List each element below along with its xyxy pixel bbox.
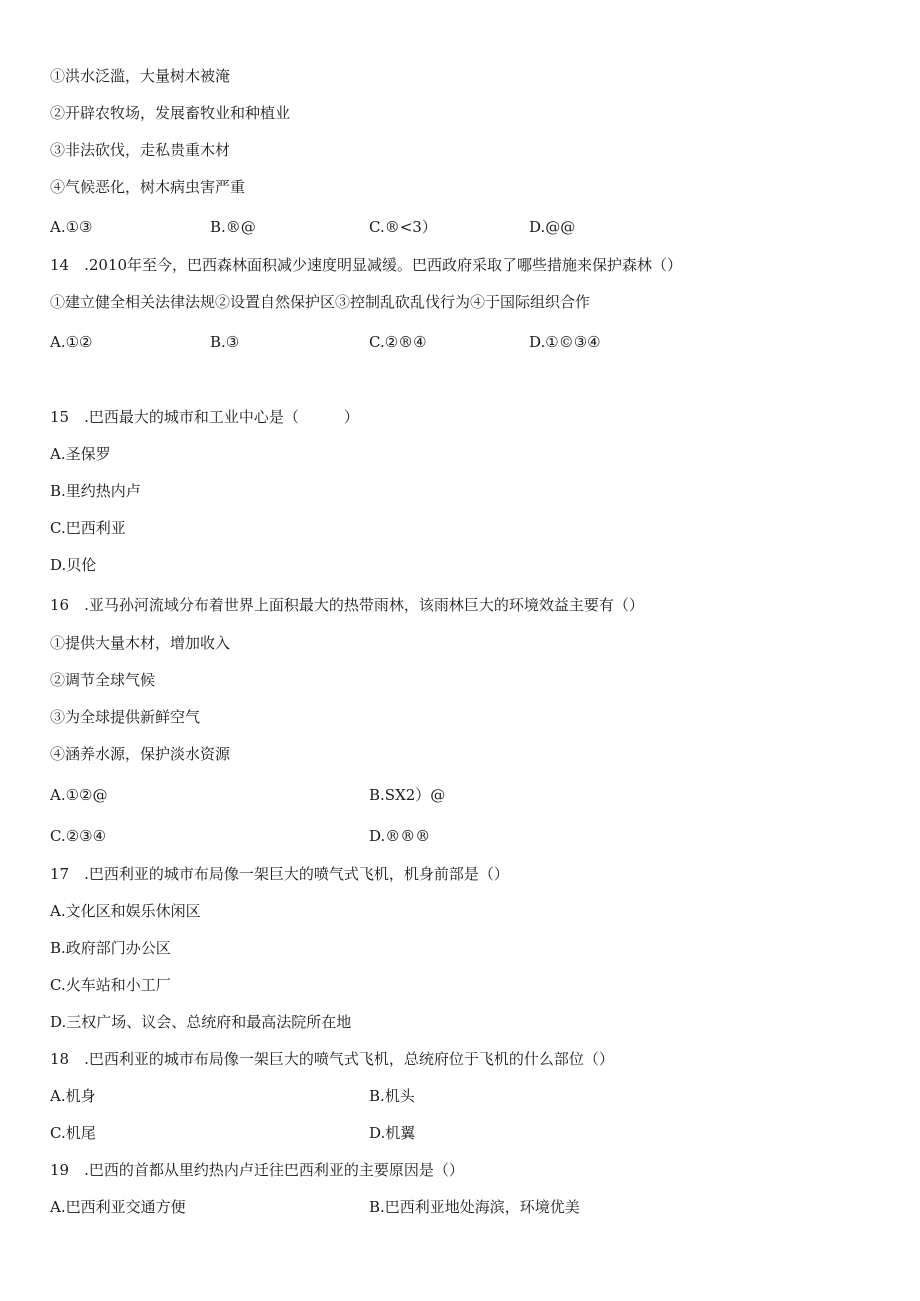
q15-option-a: A.圣保罗: [50, 445, 111, 463]
q18-option-b: B.机头: [369, 1087, 415, 1105]
q18-stem: 18 .巴西利亚的城市布局像一架巨大的喷气式飞机，总统府位于飞机的什么部位（）: [50, 1050, 614, 1068]
q16-option-c: C.②③④: [50, 827, 107, 845]
q13-statement-1: ①洪水泛滥，大量树木被淹: [50, 67, 231, 85]
q16-statement-4: ④涵养水源，保护淡水资源: [50, 745, 231, 763]
q14-option-d: D.①©③④: [529, 333, 601, 351]
q13-option-c: C.®<3）: [369, 218, 437, 236]
q13-statement-3: ③非法砍伐，走私贵重木材: [50, 141, 231, 159]
q14-stem: 14 .2010年至今，巴西森林面积减少速度明显减缓。巴西政府采取了哪些措施来保护森林（）: [50, 256, 683, 274]
q14-statements: ①建立健全相关法律法规②设置自然保护区③控制乱砍乱伐行为④于国际组织合作: [50, 293, 591, 311]
q15-option-d: D.贝伦: [50, 556, 97, 574]
q17-option-d: D.三权广场、议会、总统府和最高法院所在地: [50, 1013, 352, 1031]
q17-option-c: C.火车站和小工厂: [50, 976, 171, 994]
q16-option-d: D.®®®: [369, 827, 431, 845]
q13-statement-4: ④气候恶化，树木病虫害严重: [50, 178, 246, 196]
q17-option-a: A.文化区和娱乐休闲区: [50, 902, 201, 920]
q18-option-c: C.机尾: [50, 1124, 96, 1142]
q19-option-a: A.巴西利亚交通方便: [50, 1198, 186, 1216]
q18-option-d: D.机翼: [369, 1124, 416, 1142]
q15-option-c: C.巴西利亚: [50, 519, 126, 537]
q17-stem: 17 .巴西利亚的城市布局像一架巨大的喷气式飞机，机身前部是（）: [50, 865, 509, 883]
q13-option-a: A.①③: [50, 218, 93, 236]
q16-statement-1: ①提供大量木材，增加收入: [50, 634, 231, 652]
q16-option-b: B.SX2）@: [369, 786, 446, 804]
q19-option-b: B.巴西利亚地处海滨，环境优美: [369, 1198, 580, 1216]
q16-statement-3: ③为全球提供新鲜空气: [50, 708, 201, 726]
q18-option-a: A.机身: [50, 1087, 96, 1105]
q19-stem: 19 .巴西的首都从里约热内卢迁往巴西利亚的主要原因是（）: [50, 1161, 464, 1179]
q15-option-b: B.里约热内卢: [50, 482, 141, 500]
q14-option-a: A.①②: [50, 333, 93, 351]
q17-option-b: B.政府部门办公区: [50, 939, 171, 957]
q16-stem: 16 .亚马孙河流域分布着世界上面积最大的热带雨林，该雨林巨大的环境效益主要有（）: [50, 596, 644, 614]
q14-option-c: C.②®④: [369, 333, 427, 351]
q14-option-b: B.③: [210, 333, 240, 351]
q16-statement-2: ②调节全球气候: [50, 671, 156, 689]
q13-option-d: D.@@: [529, 218, 576, 236]
q13-statement-2: ②开辟农牧场，发展畜牧业和种植业: [50, 104, 291, 122]
q15-stem: 15 .巴西最大的城市和工业中心是（ ）: [50, 408, 359, 426]
q16-option-a: A.①②@: [50, 786, 108, 804]
q13-option-b: B.®@: [210, 218, 256, 236]
